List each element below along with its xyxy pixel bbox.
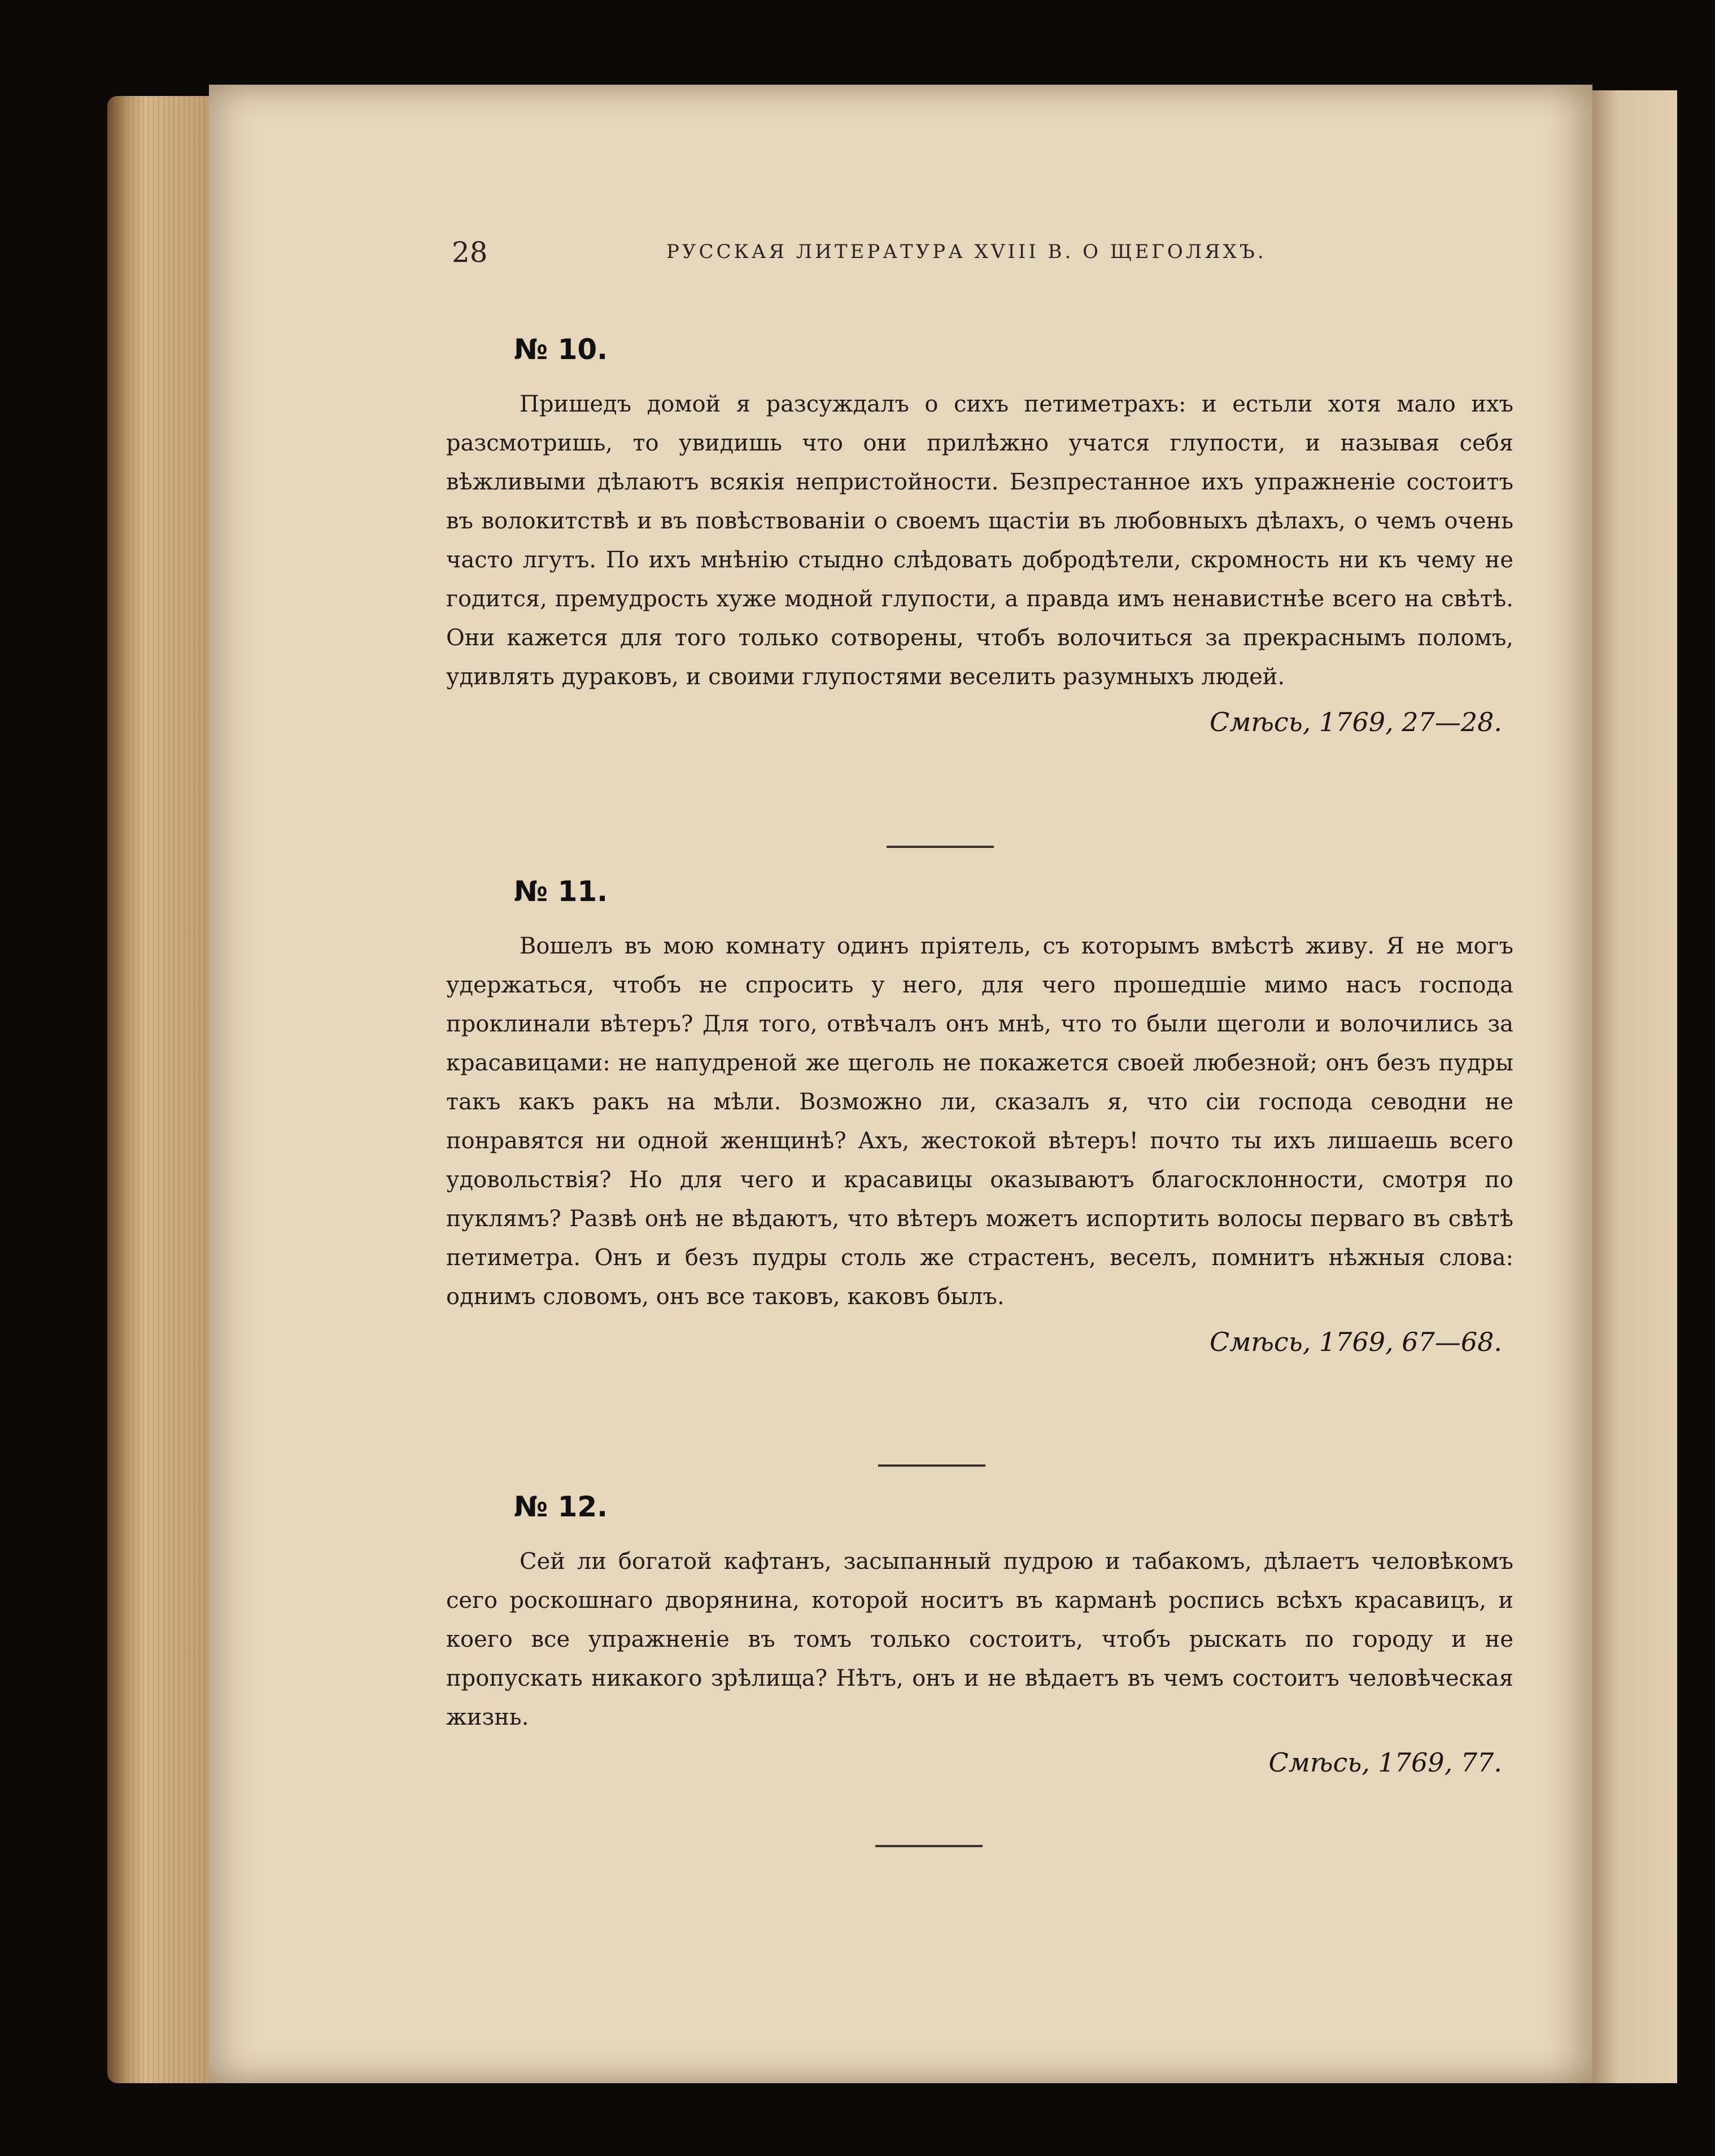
section-divider [878,1464,985,1467]
section-divider [887,846,994,848]
entry-text: Пришедъ домой я разсуждалъ о сихъ петиметрахъ: и естьли хотя мало ихъ разсмотришь, то увидишь что они прилѣжно учатся глупости, и называя себя вѣжливыми дѣлаютъ всякія непристойности. Безпрестанное ихъ упражненіе состоитъ въ волокитствѣ и въ повѣствованіи о своемъ щастіи въ любовныхъ дѣлахъ, о чемъ очень часто лгутъ. По ихъ мнѣнію стыдно слѣдовать добродѣтели, скромность ни къ чему не годится, премудрость хуже модной глупости, а правда имъ ненавистнѣе всего на свѣтѣ. Они кажется для того только сотворены, чтобъ волочиться за прекраснымъ поломъ, удивлять дураковъ, и своими глупостями веселить разумныхъ людей. [446,391,1513,690]
entry-text: Сей ли богатой кафтанъ, засыпанный пудрою и табакомъ, дѣлаетъ человѣкомъ сего роскошнаго дворянина, которой носитъ въ карманѣ роспись всѣхъ красавицъ, и коего все упражненіе въ томъ только состоитъ, чтобъ рыскать по городу и не пропускать никакого зрѣлища? Нѣтъ, онъ и не вѣдаетъ въ чемъ состоитъ человѣческая жизнь. [446,1549,1513,1730]
entry-number: № 12. [514,1490,608,1523]
entry-number: № 11. [514,875,608,908]
book-page [209,85,1592,2083]
entry-source: Смѣсь, 1769, 27—28. [1210,707,1502,737]
running-head [209,236,1592,281]
entry-source: Смѣсь, 1769, 77. [1268,1747,1502,1778]
entry-12 [446,1490,1513,1778]
facing-page [1592,90,1677,2083]
entry-text: Вошелъ въ мою комнату одинъ пріятель, съ которымъ вмѣстѣ живу. Я не могъ удержаться, чтобъ не спросить у него, для чего прошедшіе мимо насъ господа проклинали вѣтеръ? Для того, отвѣчалъ онъ мнѣ, что то были щеголи и волочились за красавицами: не напудреной же щеголь не покажется своей любезной; онъ безъ пудры такъ какъ ракъ на мѣли. Возможно ли, сказалъ я, что сіи господа севодни не понравятся ни одной женщинѣ? Ахъ, жестокой вѣтеръ! почто ты ихъ лишаешь всего удовольствія? Но для чего и красавицы оказываютъ благосклонности, смотря по пуклямъ? Развѣ онѣ не вѣдаютъ, что вѣтеръ можетъ испортить волосы перваго въ свѣтѣ петиметра. Онъ и безъ пудры столь же страстенъ, веселъ, помнитъ нѣжныя слова: однимъ словомъ, онъ все таковъ, каковъ былъ. [446,933,1513,1310]
entry-10 [446,333,1513,737]
entry-11 [446,875,1513,1357]
book-page-edges [107,96,215,2083]
section-divider [875,1845,983,1847]
entry-source: Смѣсь, 1769, 67—68. [1210,1327,1502,1357]
running-title: РУССКАЯ ЛИТЕРАТУРА XVIII В. О ЩЕГОЛЯХЪ. [666,240,1267,263]
entry-number: № 10. [514,333,608,366]
page-number: 28 [452,236,488,269]
